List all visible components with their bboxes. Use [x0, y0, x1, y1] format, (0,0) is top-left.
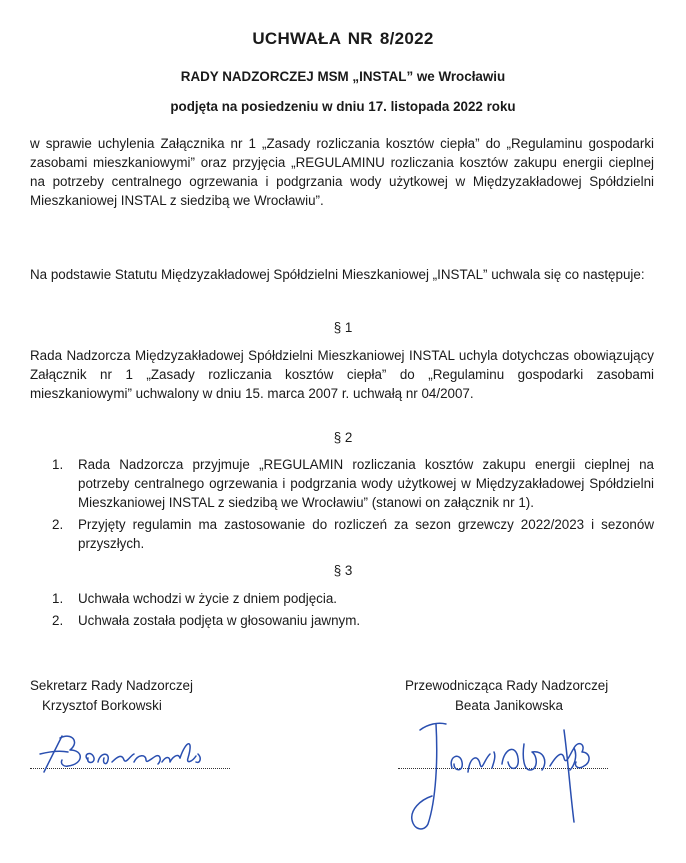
list-item-text: Rada Nadzorcza przyjmuje „REGULAMIN rozliczania kosztów zakupu energii cieplnej na potrzeby centralnego ogrzewania i podgrzania wody użytkowej w Międzyzakładowej Spółdzielni Mieszkaniowej INSTAL z siedzibą we Wrocławiu” (stanowi on załącznik nr 1). — [78, 457, 654, 510]
resolution-title: UCHWAŁA NR 8/2022 — [252, 29, 434, 48]
section-2-list — [30, 455, 654, 556]
list-item-number: 1. — [52, 457, 64, 472]
section-3-heading: § 3 — [333, 563, 353, 578]
adoption-date-line: podjęta na posiedzeniu w dniu 17. listopada 2022 roku — [170, 99, 516, 114]
left-signatory-name: Krzysztof Borkowski — [42, 698, 162, 713]
left-signatory-role: Sekretarz Rady Nadzorczej — [30, 678, 193, 693]
list-item-number: 2. — [52, 613, 64, 628]
list-item-number: 1. — [52, 591, 64, 606]
list-item-text: Przyjęty regulamin ma zastosowanie do rozliczeń za sezon grzewczy 2022/2023 i sezonów przyszłych. — [78, 517, 654, 551]
list-item-text: Uchwała wchodzi w życie z dniem podjęcia. — [78, 591, 337, 606]
section-2-heading: § 2 — [333, 430, 353, 445]
right-handwritten-signature — [398, 700, 608, 835]
left-handwritten-signature — [38, 728, 213, 778]
right-signatory-name: Beata Janikowska — [455, 698, 563, 713]
legal-basis-paragraph: Na podstawie Statutu Międzyzakładowej Spółdzielni Mieszkaniowej „INSTAL” uchwala się co następuje: — [30, 267, 645, 282]
list-item-text: Uchwała została podjęta w głosowaniu jawnym. — [78, 613, 361, 628]
right-signatory-role: Przewodnicząca Rady Nadzorczej — [405, 678, 609, 693]
list-item — [30, 611, 654, 630]
section-3-list — [30, 589, 654, 633]
section-1-text: Rada Nadzorcza Międzyzakładowej Spółdzielni Mieszkaniowej INSTAL uchyla dotychczas obowiązujący Załącznik nr 1 „Zasady rozliczania kosztów ciepła” do „Regulaminu gospodarki zasobami mieszkaniowymi” uchwalony w dniu 15. marca 2007 r. uchwałą nr 04/2007. — [30, 348, 654, 401]
section-1-heading: § 1 — [333, 320, 353, 335]
intro-paragraph: w sprawie uchylenia Załącznika nr 1 „Zasady rozliczania kosztów ciepła” do „Regulaminu gospodarki zasobami mieszkaniowymi” oraz przyjęcia „REGULAMINU rozliczania kosztów zakupu energii cieplnej na potrzeby centralnego ogrzewania i podgrzania wody użytkowej w Międzyzakładowej Spółdzielni Mieszkaniowej INSTAL z siedzibą we Wrocławiu”. — [30, 136, 654, 208]
list-item — [30, 455, 654, 512]
list-item — [30, 515, 654, 553]
list-item-number: 2. — [52, 517, 64, 532]
left-signature-block — [30, 676, 193, 716]
list-item — [30, 589, 654, 608]
issuing-body: RADY NADZORCZEJ MSM „INSTAL” we Wrocławiu — [180, 69, 506, 84]
